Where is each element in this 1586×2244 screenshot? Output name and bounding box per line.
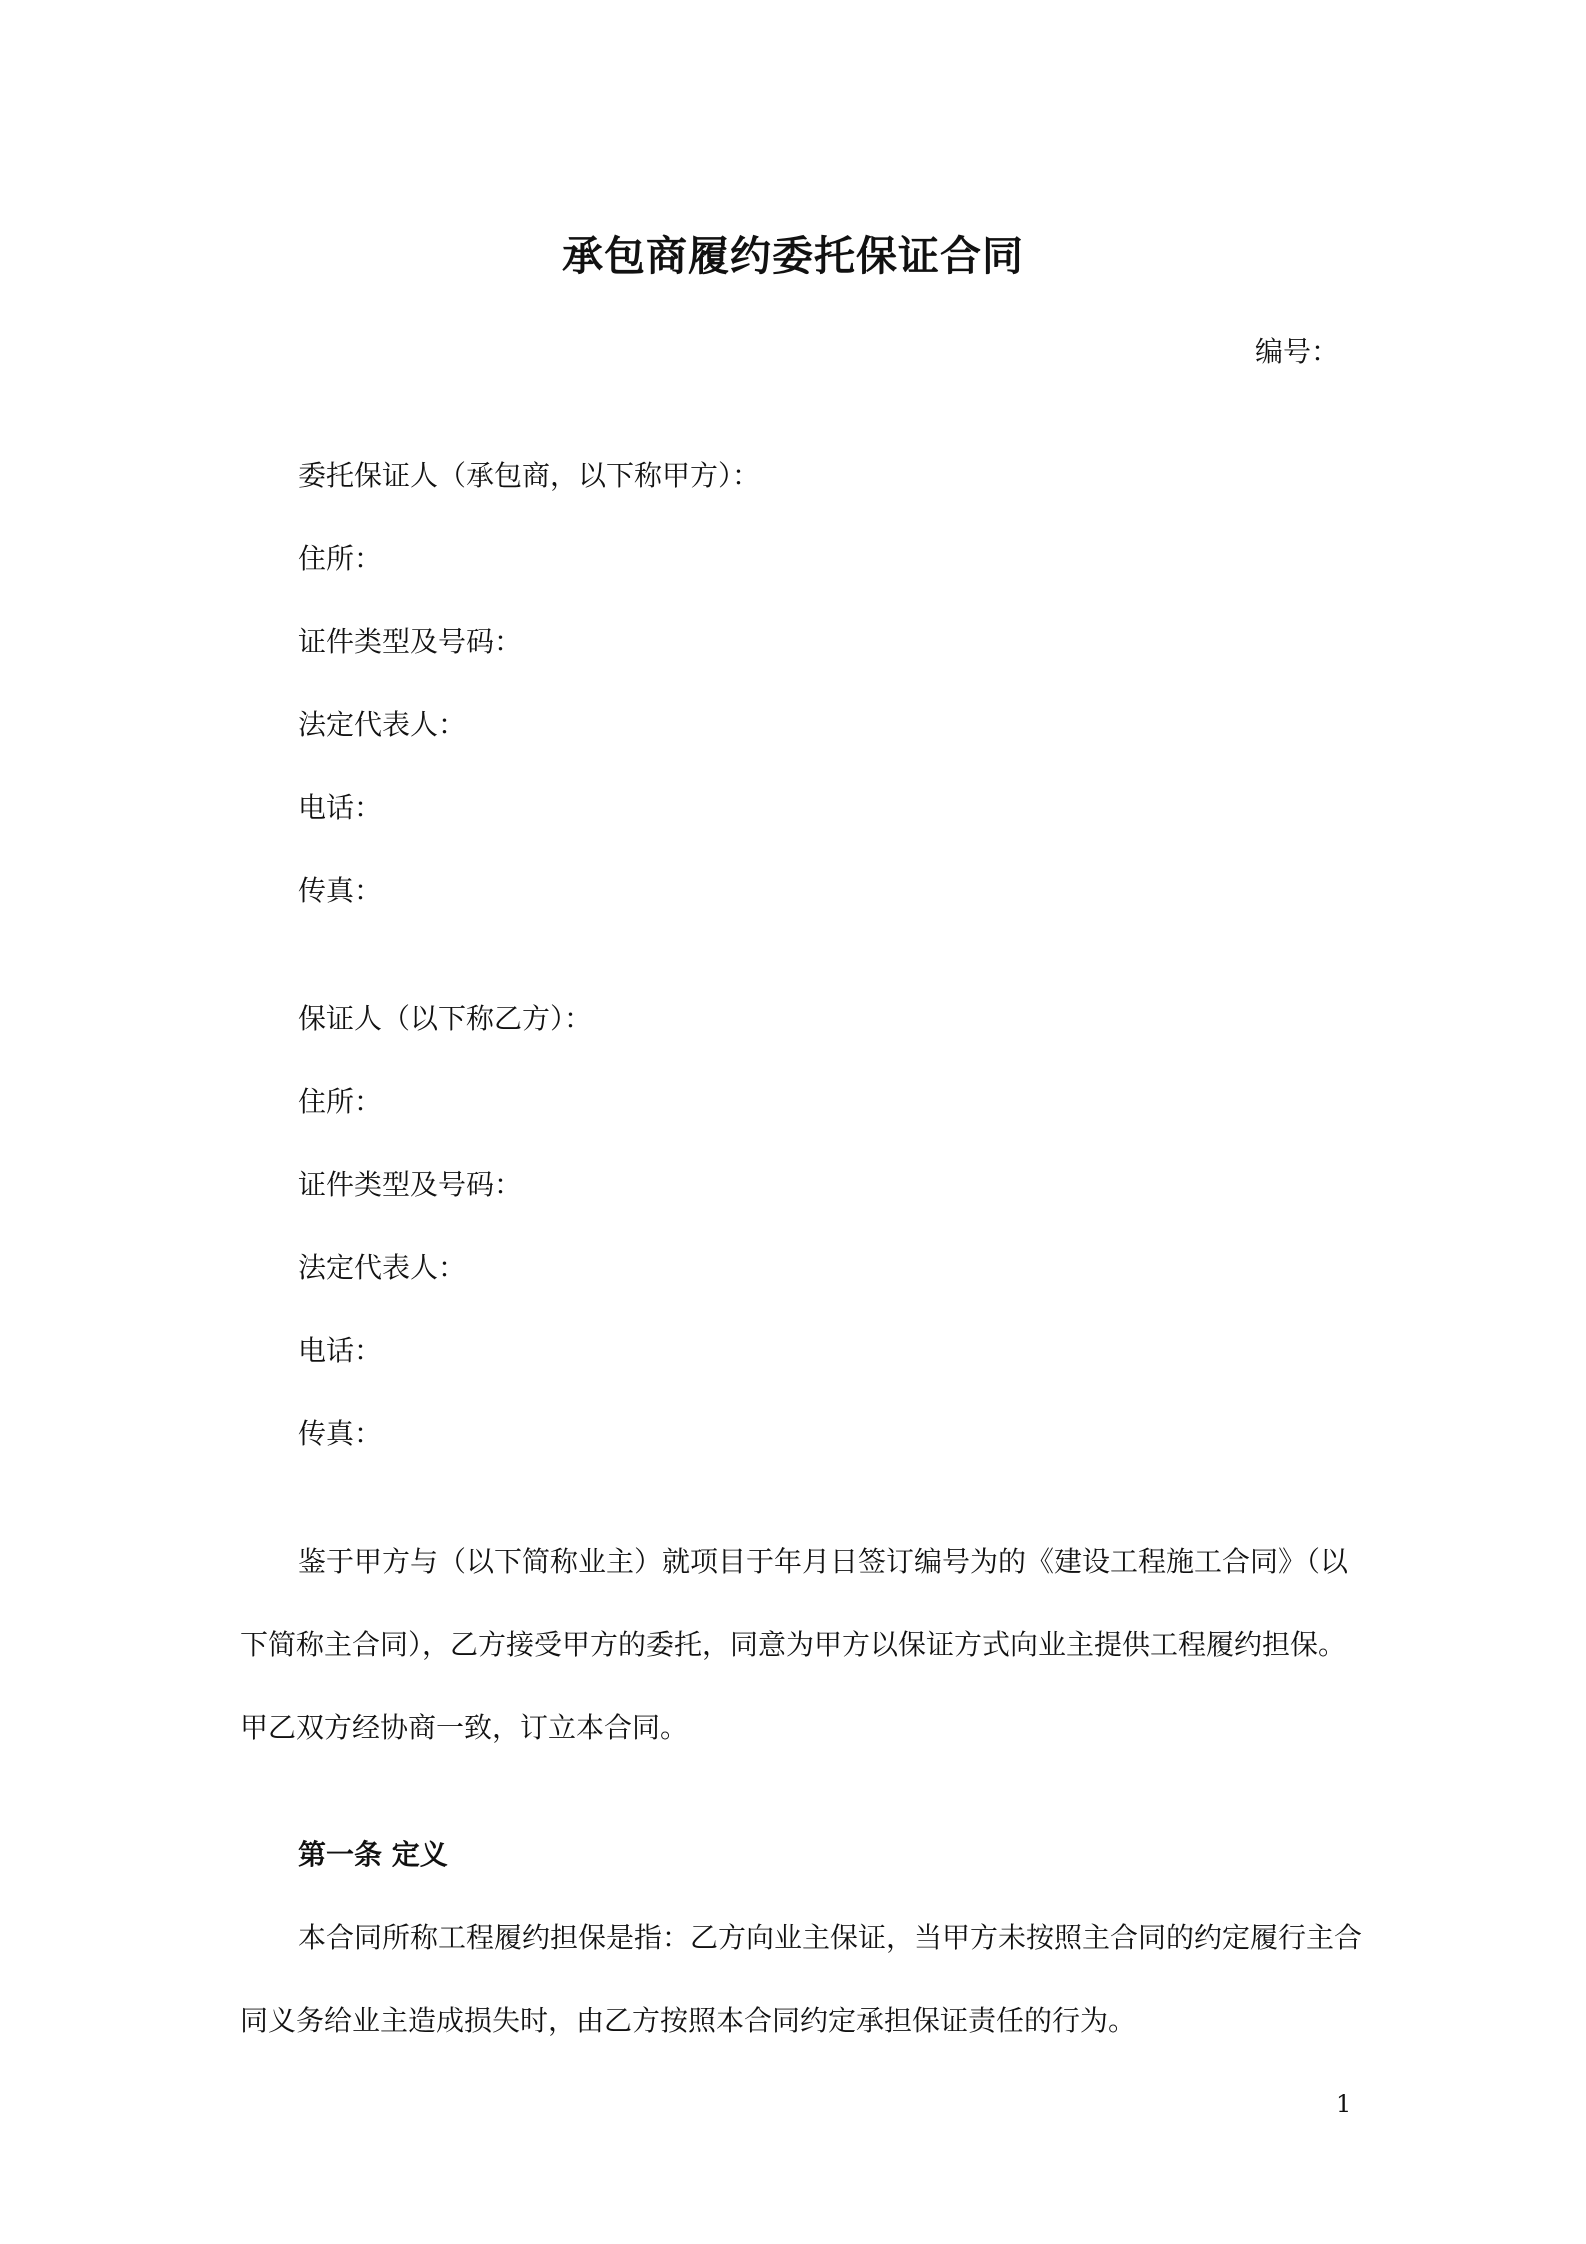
party-b-fax: 传真： <box>298 1417 383 1450</box>
party-a-address: 住所： <box>298 542 383 575</box>
party-a-phone: 电话： <box>298 791 383 824</box>
preamble-line: 下简称主合同），乙方接受甲方的委托，同意为甲方以保证方式向业主提供工程履约担保。 <box>240 1628 1347 1661</box>
party-b-id: 证件类型及号码： <box>298 1168 523 1201</box>
party-a-heading: 委托保证人（承包商，以下称甲方）： <box>298 459 761 492</box>
document-title: 承包商履约委托保证合同 <box>562 232 1024 280</box>
party-b-legal-rep: 法定代表人： <box>298 1251 467 1284</box>
party-b-phone: 电话： <box>298 1334 383 1367</box>
document-number-label: 编号： <box>1254 335 1339 368</box>
page-number: 1 <box>1336 2090 1352 2118</box>
preamble-line: 鉴于甲方与（以下简称业主）就项目于年月日签订编号为的《建设工程施工合同》（以 <box>298 1545 1349 1578</box>
article-1-line: 本合同所称工程履约担保是指：乙方向业主保证，当甲方未按照主合同的约定履行主合 <box>298 1921 1363 1954</box>
preamble-line: 甲乙双方经协商一致，订立本合同。 <box>240 1711 689 1744</box>
party-b-address: 住所： <box>298 1085 383 1118</box>
party-a-fax: 传真： <box>298 874 383 907</box>
article-1-heading: 第一条 定义 <box>298 1838 448 1871</box>
party-b-heading: 保证人（以下称乙方）： <box>298 1002 593 1035</box>
party-a-legal-rep: 法定代表人： <box>298 708 467 741</box>
article-1-line: 同义务给业主造成损失时，由乙方按照本合同约定承担保证责任的行为。 <box>240 2004 1137 2037</box>
party-a-id: 证件类型及号码： <box>298 625 523 658</box>
